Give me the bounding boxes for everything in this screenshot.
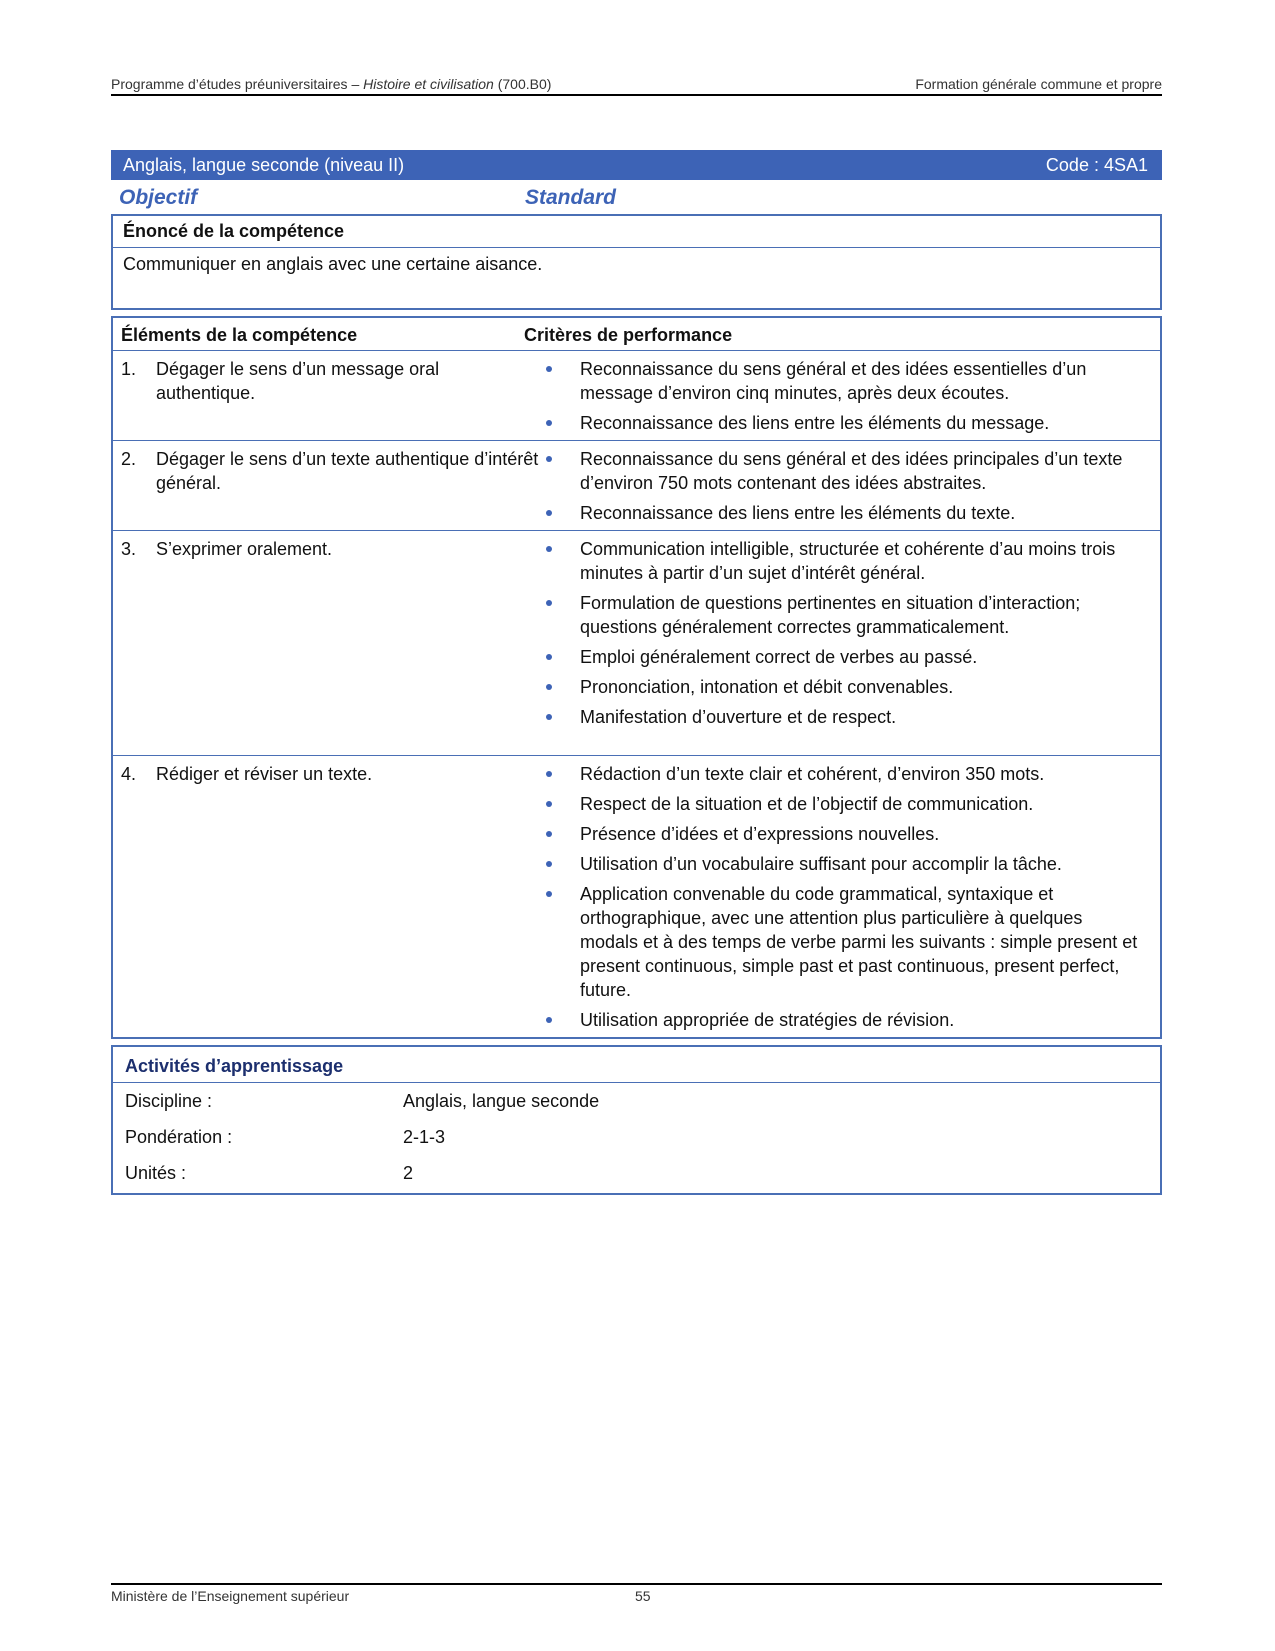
competence-elements-table: [111, 316, 1162, 1039]
element-number: 2.: [121, 449, 137, 469]
criterion: Rédaction d’un texte clair et cohérent, d’environ 350 mots.: [545, 762, 1145, 786]
activity-row-ponderation: [113, 1119, 1160, 1155]
criterion: Reconnaissance du sens général et des idées essentielles d’un message d’environ cinq minutes, après deux écoutes.: [545, 357, 1145, 405]
element-cell: [121, 447, 541, 495]
page-number: 55: [635, 1588, 651, 1604]
element-number: 4.: [121, 764, 137, 784]
bullet-icon: [546, 891, 552, 897]
bullet-icon: [546, 456, 552, 462]
criteria-cell: [545, 447, 1145, 531]
element-number: 3.: [121, 539, 137, 559]
ministry-name: Ministère de l’Enseignement supérieur: [111, 1588, 350, 1604]
objective-label: Objectif: [119, 186, 198, 209]
bullet-icon: [546, 684, 552, 690]
criterion: Emploi généralement correct de verbes au passé.: [545, 645, 1145, 669]
element-cell: [121, 537, 541, 561]
course-title-bar: [111, 150, 1162, 180]
course-code: Code : 4SA1: [1045, 154, 1148, 175]
element-cell: [121, 762, 541, 786]
learning-activities-box: [111, 1045, 1162, 1195]
course-title: Anglais, langue seconde (niveau II): [123, 154, 405, 175]
bullet-icon: [546, 366, 552, 372]
page-footer: [111, 1583, 1162, 1604]
bullet-icon: [546, 861, 552, 867]
element-text: Rédiger et réviser un texte.: [156, 764, 373, 784]
criterion: Utilisation appropriée de stratégies de révision.: [545, 1008, 1145, 1032]
bullet-icon: [546, 600, 552, 606]
table-row: [113, 351, 1160, 441]
competence-statement-box: [111, 214, 1162, 310]
bullet-icon: [546, 510, 552, 516]
program-title: Programme d’études préuniversitaires – Histoire et civilisation (700.B0): [111, 76, 552, 92]
activity-row-unites: [113, 1155, 1160, 1191]
criterion: Utilisation d’un vocabulaire suffisant pour accomplir la tâche.: [545, 852, 1145, 876]
criterion: Présence d’idées et d’expressions nouvelles.: [545, 822, 1145, 846]
criterion: Application convenable du code grammatical, syntaxique et orthographique, avec une attention plus particulière à quelques modals et à des temps de verbe parmi les suivants : simple present et present continuous, simple past et past continuous, present perfect, future.: [545, 882, 1145, 1002]
standard-label: Standard: [525, 186, 617, 209]
bullet-icon: [546, 801, 552, 807]
activity-value: 2: [403, 1163, 414, 1183]
criterion: Reconnaissance des liens entre les éléments du message.: [545, 411, 1145, 435]
criteria-cell: [545, 762, 1145, 1038]
bullet-icon: [546, 420, 552, 426]
bullet-icon: [546, 1017, 552, 1023]
bullet-icon: [546, 654, 552, 660]
activity-label: Discipline :: [125, 1091, 213, 1111]
criteria-heading: Critères de performance: [524, 325, 733, 345]
criterion: Reconnaissance du sens général et des idées principales d’un texte d’environ 750 mots contenant des idées abstraites.: [545, 447, 1145, 495]
element-number: 1.: [121, 359, 137, 379]
criterion: Prononciation, intonation et débit convenables.: [545, 675, 1145, 699]
element-text: S’exprimer oralement.: [156, 539, 333, 559]
elements-table-header: [113, 318, 1160, 351]
bullet-icon: [546, 831, 552, 837]
activity-value: 2-1-3: [403, 1127, 446, 1147]
activity-label: Pondération :: [125, 1127, 233, 1147]
bullet-icon: [546, 546, 552, 552]
competence-statement-heading: Énoncé de la compétence: [113, 216, 1160, 248]
criterion: Communication intelligible, structurée et cohérente d’au moins trois minutes à partir d’un sujet d’intérêt général.: [545, 537, 1145, 585]
element-text: Dégager le sens d’un message oral authentique.: [156, 359, 440, 403]
criteria-cell: [545, 357, 1145, 441]
activity-label: Unités :: [125, 1163, 187, 1183]
page-header: [111, 76, 1162, 96]
criteria-cell: [545, 537, 1145, 735]
elements-heading: Éléments de la compétence: [121, 325, 358, 345]
element-cell: [121, 357, 541, 405]
objective-standard-row: [111, 183, 1162, 213]
element-text: Dégager le sens d’un texte authentique d’intérêt général.: [156, 449, 539, 493]
formation-label: Formation générale commune et propre: [915, 76, 1162, 92]
activity-row-discipline: [113, 1083, 1160, 1119]
criterion: Reconnaissance des liens entre les éléments du texte.: [545, 501, 1145, 525]
bullet-icon: [546, 714, 552, 720]
criterion: Respect de la situation et de l’objectif de communication.: [545, 792, 1145, 816]
table-row: [113, 756, 1160, 1031]
bullet-icon: [546, 771, 552, 777]
table-row: [113, 441, 1160, 531]
table-row: [113, 531, 1160, 756]
criterion: Formulation de questions pertinentes en situation d’interaction; questions généralement correctes grammaticalement.: [545, 591, 1145, 639]
learning-activities-heading: Activités d’apprentissage: [113, 1047, 1160, 1083]
criterion: Manifestation d’ouverture et de respect.: [545, 705, 1145, 729]
competence-statement-text: Communiquer en anglais avec une certaine aisance.: [123, 254, 543, 274]
activity-value: Anglais, langue seconde: [403, 1091, 600, 1111]
